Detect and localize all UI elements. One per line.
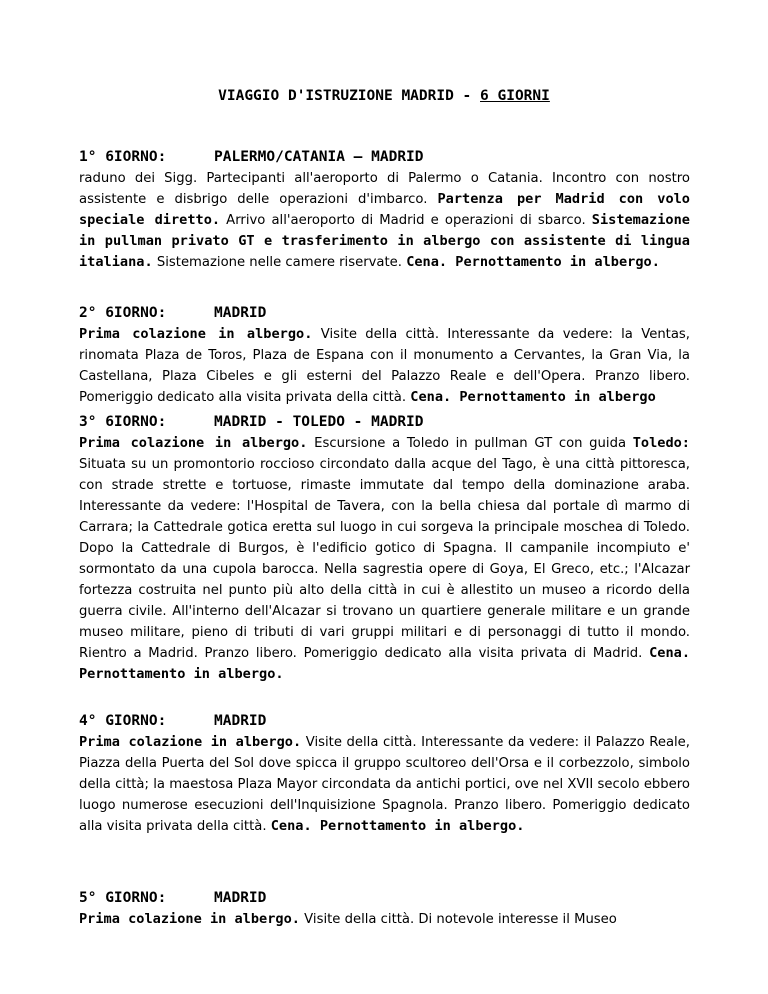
- day-1-heading: [79, 146, 690, 168]
- day-1-text-segment: Sistemazione nelle camere riservate.: [152, 255, 407, 270]
- day-3-text-segment: Prima colazione in albergo.: [79, 435, 308, 451]
- day-3-heading: [79, 411, 690, 433]
- day-2-destination: MADRID: [214, 305, 267, 321]
- day-2-text-segment: Visite della città. Interessante da vedere: la Ventas, rinomata Plaza de Toros, Plaza de Espana con il monumento a Cervantes, la Gran Via, la Castellana, Plaza Cibeles e gli esterni del Palazzo Reale e dell'Opera. Pranzo libero. Pomeriggio dedicato alla visita privata della città.: [79, 327, 690, 405]
- day-4-text-segment: Prima colazione in albergo.: [79, 734, 302, 750]
- day-5-destination: MADRID: [214, 890, 267, 906]
- day-3-text-segment: Cena. Pernottamento in albergo.: [79, 645, 690, 682]
- day-3-text-segment: Escursione a Toledo in pullman GT con guida: [307, 436, 633, 451]
- day-5-label: 5° GIORNO:: [79, 890, 167, 906]
- document-title: [0, 88, 768, 104]
- day-4-destination: MADRID: [214, 713, 267, 729]
- day-4-text: [79, 732, 690, 837]
- day-2-heading: [79, 302, 690, 324]
- day-4-heading: [79, 710, 690, 732]
- day-4-text-segment: Cena. Pernottamento in albergo.: [270, 818, 525, 834]
- day-1-destination: PALERMO/CATANIA – MADRID: [214, 149, 424, 165]
- day-3-section: [79, 411, 690, 685]
- day-5-text-segment: Visite della città. Di notevole interesse il Museo: [299, 912, 617, 927]
- day-1-text-segment: Arrivo all'aeroporto di Madrid e operazioni di sbarco.: [220, 213, 592, 228]
- day-2-text-segment: Prima colazione in albergo.: [79, 326, 313, 342]
- day-5-section: [79, 887, 690, 930]
- title-main: VIAGGIO D'ISTRUZIONE MADRID -: [218, 88, 481, 104]
- day-3-text-segment: Toledo:: [632, 435, 690, 451]
- day-3-text: [79, 433, 690, 685]
- day-1-text-segment: Cena. Pernottamento in albergo.: [406, 254, 660, 270]
- day-4-text-segment: Visite della città. Interessante da vedere: il Palazzo Reale, Piazza della Puerta del Sol dove spicca il gruppo scultoreo dell'Orsa e il corbezzolo, simbolo della città; la maestosa Plaza Mayor circondata da antichi portici, ove nel XVII secolo ebbero luogo numerose esecuzioni dell'Inquisizione Spagnola. Pranzo libero. Pomeriggio dedicato alla visita privata della città.: [79, 735, 690, 834]
- day-2-text: [79, 324, 690, 408]
- day-4-section: [79, 710, 690, 837]
- title-duration: 6 GIORNI: [480, 88, 550, 104]
- day-5-text: [79, 909, 690, 930]
- day-5-text-segment: Prima colazione in albergo.: [79, 911, 300, 927]
- day-1-text: [79, 168, 690, 273]
- day-3-destination: MADRID - TOLEDO - MADRID: [214, 414, 424, 430]
- day-5-heading: [79, 887, 690, 909]
- day-2-section: [79, 302, 690, 408]
- day-1-text-segment: raduno dei Sigg. Partecipanti all'aeroporto di Palermo o Catania. Incontro con nostro assistente e disbrigo delle operazioni d'imbarco.: [79, 171, 690, 207]
- day-2-text-segment: Cena. Pernottamento in albergo: [410, 389, 656, 405]
- day-1-text-segment: Sistemazione in pullman privato GT e trasferimento in albergo con assistente di lingua italiana.: [79, 212, 690, 270]
- day-3-label: 3° 6IORNO:: [79, 414, 167, 430]
- day-1-text-segment: Partenza per Madrid con volo speciale diretto.: [79, 191, 690, 228]
- day-3-text-segment: Situata su un promontorio roccioso circondato dalla acque del Tago, è una città pittoresca, con strade strette e tortuose, rimaste immutate dal tempo della dominazione araba. Interessante da vedere: l'Hospital de Tavera, con la bella chiesa dal portale dì marmo di Carrara; la Cattedrale gotica eretta sul luogo in cui sorgeva la principale moschea di Toledo. Dopo la Cattedrale di Burgos, è l'edificio gotico di Spagna. Il campanile incompiuto e' sormontato da una cupola barocca. Nella sagrestia opere di Goya, El Greco, etc.; l'Alcazar fortezza costruita nel punto più alto della città in cui è allestito un museo a ricordo della guerra civile. All'interno dell'Alcazar si trovano un quartiere generale militare e un grande museo militare, pieno di tributi di vari gruppi militari e di personaggi di tutto il mondo. Rientro a Madrid. Pranzo libero. Pomeriggio dedicato alla visita privata di Madrid.: [79, 457, 690, 661]
- day-1-label: 1° 6IORNO:: [79, 149, 167, 165]
- day-1-section: [79, 146, 690, 273]
- day-4-label: 4° GIORNO:: [79, 713, 167, 729]
- day-2-label: 2° 6IORNO:: [79, 305, 167, 321]
